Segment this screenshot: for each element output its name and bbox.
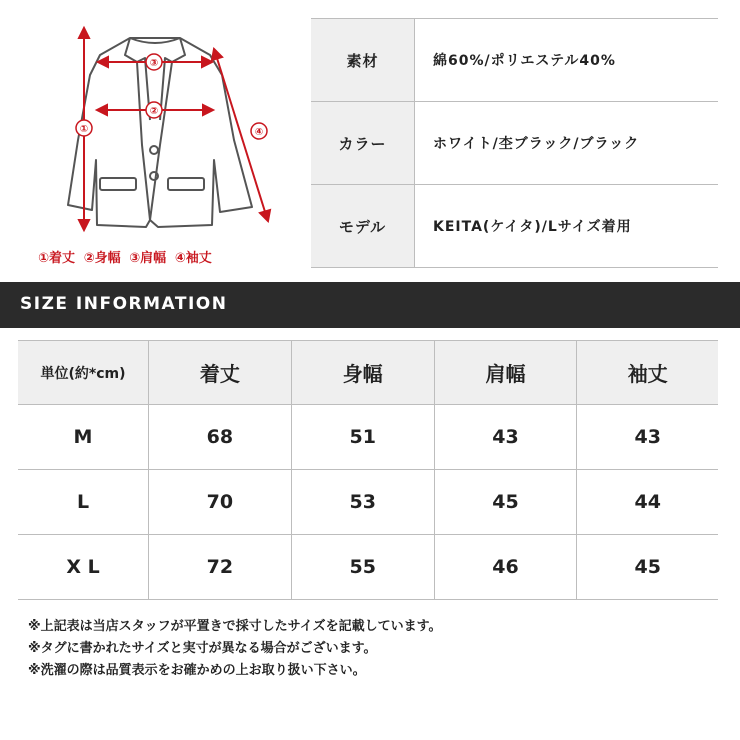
legend-num: ③ — [129, 251, 141, 266]
table-cell: 72 — [149, 535, 292, 600]
table-cell: 51 — [291, 405, 434, 470]
table-cell: 53 — [291, 470, 434, 535]
header-shoulder: 肩幅 — [434, 341, 577, 405]
button-top — [150, 146, 158, 154]
size-table-header — [18, 341, 718, 405]
product-spec-table — [311, 18, 718, 268]
spec-label: カラー — [311, 102, 415, 184]
header-unit: 単位(約*cm) — [18, 341, 149, 405]
table-cell: 44 — [577, 470, 718, 535]
section-title: SIZE INFORMATION — [20, 294, 228, 314]
spec-row-material — [311, 18, 718, 102]
marker-1: ① — [79, 124, 89, 135]
header-width: 身幅 — [291, 341, 434, 405]
table-row — [18, 535, 718, 600]
legend-num: ① — [38, 251, 50, 266]
marker-2: ② — [149, 106, 159, 117]
table-cell: 46 — [434, 535, 577, 600]
legend-num: ② — [83, 251, 95, 266]
spec-value: KEITA(ケイタ)/Lサイズ着用 — [433, 219, 632, 235]
spec-value: ホワイト/杢ブラック/ブラック — [433, 136, 640, 152]
table-cell: 68 — [149, 405, 292, 470]
spec-label: モデル — [311, 185, 415, 267]
size-label: M — [18, 405, 149, 470]
note-line: ※タグに書かれたサイズと実寸が異なる場合がございます。 — [28, 641, 377, 656]
header-sleeve: 袖丈 — [577, 341, 718, 405]
legend-num: ④ — [174, 251, 186, 266]
legend-item-length — [38, 251, 75, 266]
legend-label: 着丈 — [49, 251, 76, 266]
header-length: 着丈 — [149, 341, 292, 405]
jacket-measurement-diagram — [0, 0, 300, 280]
left-pocket-flap — [100, 178, 136, 190]
note-line: ※上記表は当店スタッフが平置きで採寸したサイズを記載しています。 — [28, 619, 442, 634]
legend-label: 袖丈 — [185, 251, 212, 266]
section-banner — [0, 282, 740, 328]
legend-item-width — [84, 251, 121, 266]
size-label: L — [18, 470, 149, 535]
legend-label: 身幅 — [94, 251, 121, 266]
marker-3: ③ — [149, 58, 159, 69]
table-row — [18, 405, 718, 470]
table-row — [18, 470, 718, 535]
legend-item-sleeve — [175, 251, 212, 266]
table-cell: 55 — [291, 535, 434, 600]
spec-row-model — [311, 185, 718, 268]
size-label: X L — [18, 535, 149, 600]
spec-row-color — [311, 102, 718, 185]
spec-label: 素材 — [311, 19, 415, 101]
note-line: ※洗濯の際は品質表示をお確かめの上お取り扱い下さい。 — [28, 663, 366, 678]
measurement-legend — [38, 247, 278, 266]
legend-label: 肩幅 — [140, 251, 167, 266]
table-cell: 43 — [577, 405, 718, 470]
table-cell: 70 — [149, 470, 292, 535]
spec-value: 綿60%/ポリエステル40% — [433, 53, 616, 69]
right-pocket-flap — [168, 178, 204, 190]
size-table — [18, 340, 718, 600]
table-cell: 45 — [434, 470, 577, 535]
legend-item-shoulder — [129, 251, 166, 266]
marker-4: ④ — [254, 127, 264, 138]
table-cell: 43 — [434, 405, 577, 470]
notes — [28, 616, 442, 682]
table-cell: 45 — [577, 535, 718, 600]
